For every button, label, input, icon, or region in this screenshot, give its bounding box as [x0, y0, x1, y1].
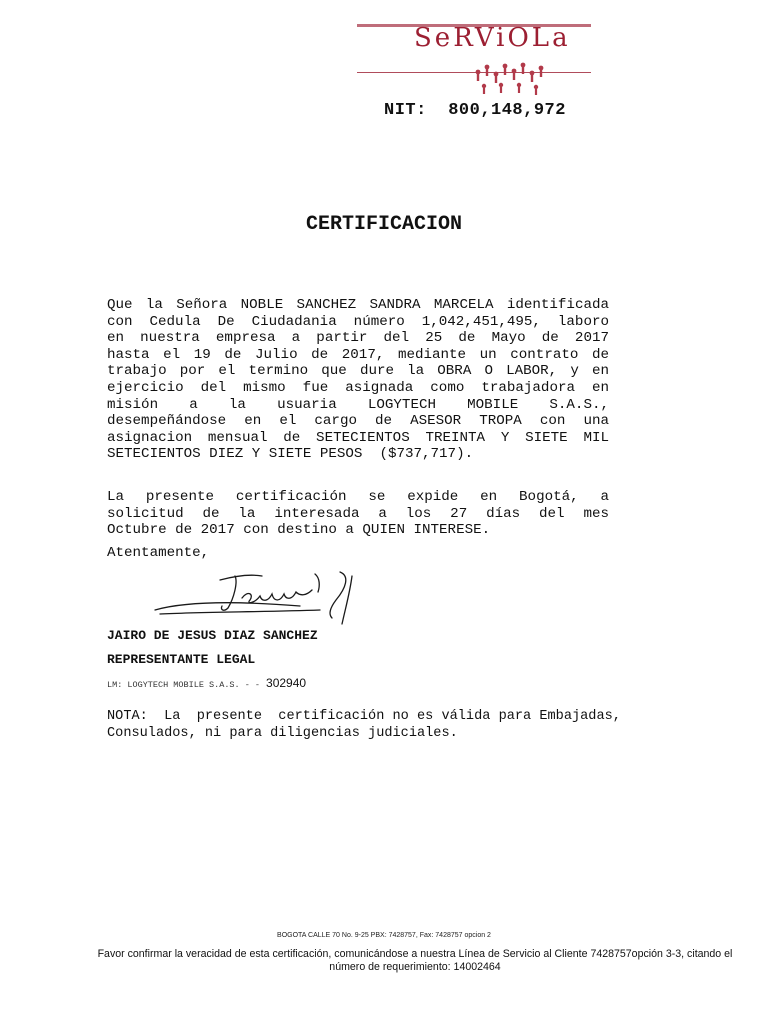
footer-address: BOGOTA CALLE 70 No. 9-25 PBX: 7428757, Fax: 7428757 opcion 2 [277, 932, 491, 939]
closing-text: Atentamente, [107, 545, 210, 561]
signer-role: REPRESENTANTE LEGAL [107, 652, 256, 667]
footer-confirmation: Favor confirmar la veracidad de esta certificación, comunicándose a nuestra Línea de Servicio al Cliente 7428757opción 3-3, citando el número de requerimiento: 14002464 [97, 948, 733, 973]
issuance-paragraph [107, 489, 609, 539]
paragraph-line: Que la Señora NOBLE SANCHEZ SANDRA MARCELA identificada [107, 297, 609, 313]
paragraph-line: La presente certificación se expide en Bogotá, a [107, 489, 609, 505]
nit-line [384, 101, 566, 120]
reference-line [107, 676, 306, 690]
reference-text: LM: LOGYTECH MOBILE S.A.S. - - [107, 680, 261, 690]
paragraph-line: SETECIENTOS DIEZ Y SIETE PESOS ($737,717). [107, 446, 474, 463]
paragraph-line: con Cedula De Ciudadania número 1,042,451,495, laboro [107, 313, 609, 330]
paragraph-line: misión a la usuaria LOGYTECH MOBILE S.A.S., [107, 396, 609, 413]
paragraph-line: desempeñándose en el cargo de ASESOR TROPA con una [107, 413, 609, 430]
paragraph-line: Octubre de 2017 con destino a QUIEN INTERESE. [107, 522, 491, 539]
logo-figures-icon [472, 58, 552, 100]
paragraph-line: ejercicio del mismo fue asignada como trabajadora en [107, 379, 609, 396]
handwritten-signature [150, 562, 400, 634]
paragraph-line: asignacion mensual de SETECIENTOS TREINTA Y SIETE MIL [107, 429, 609, 446]
paragraph-line: trabajo por el termino que dure la OBRA O LABOR, y en [107, 363, 609, 380]
nit-label: NIT: [384, 101, 427, 120]
note-paragraph [107, 708, 627, 742]
note-line: Consulados, ni para diligencias judiciales. [107, 726, 458, 741]
note-line: NOTA: La presente certificación no es válida para Embajadas, [107, 709, 621, 724]
company-logo [357, 20, 591, 98]
certification-paragraph [107, 297, 609, 463]
paragraph-line: hasta el 19 de Julio de 2017, mediante un contrato de [107, 346, 609, 363]
signer-name: JAIRO DE JESUS DIAZ SANCHEZ [107, 628, 318, 643]
document-title: CERTIFICACION [305, 213, 463, 236]
paragraph-line: solicitud de la interesada a los 27 días del mes [107, 505, 609, 522]
paragraph-line: en nuestra empresa a partir del 25 de Mayo de 2017 [107, 330, 609, 347]
nit-value: 800,148,972 [448, 101, 566, 120]
reference-number: 302940 [266, 676, 307, 690]
logo-wordmark: SeRViOLa [414, 23, 571, 53]
